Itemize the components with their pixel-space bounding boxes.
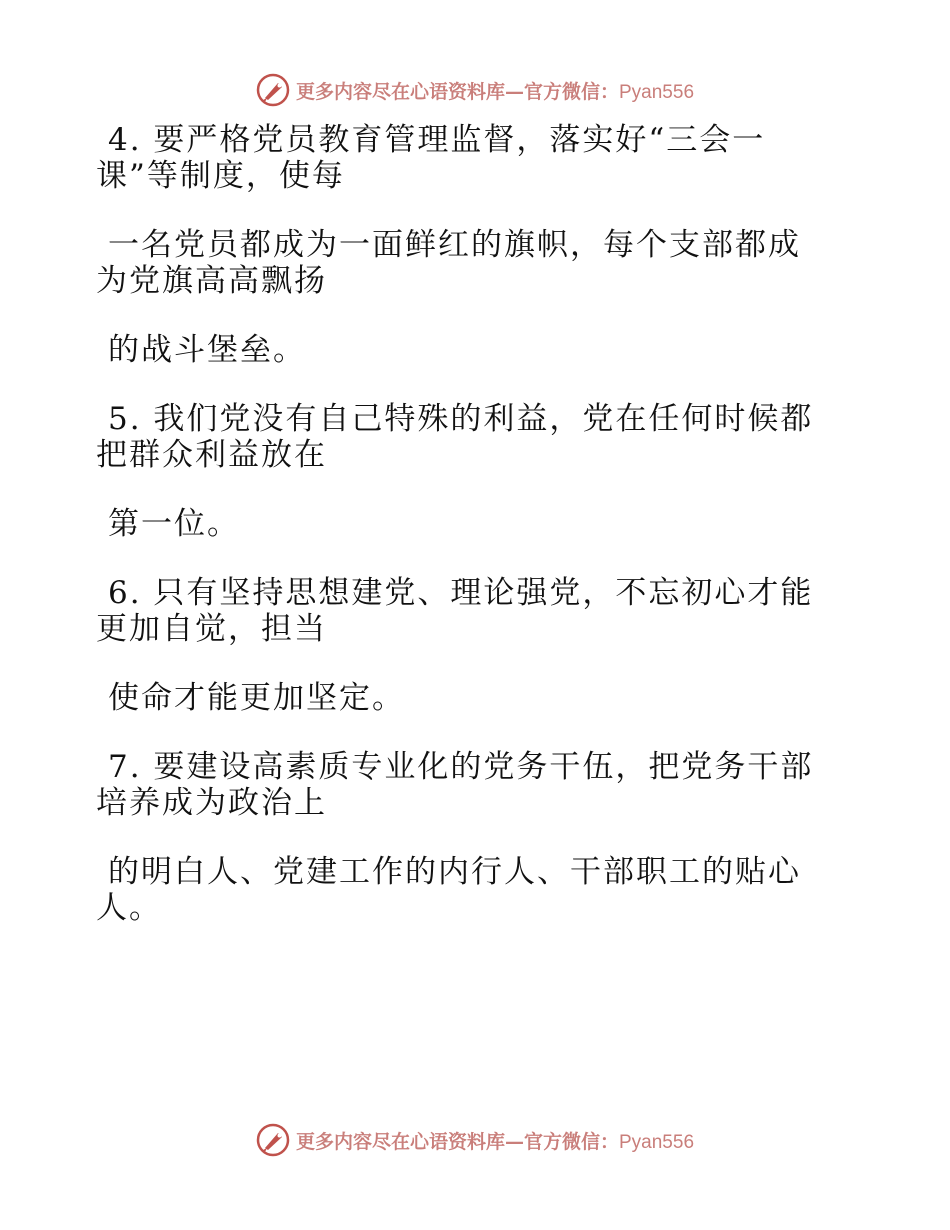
text-line: 7. 要建设高素质专业化的党务干伍，把党务干部	[108, 749, 814, 785]
watermark-text: 更多内容尽在心语资料库—官方微信：Pyan556	[295, 1130, 695, 1153]
text-line: 人。	[96, 890, 162, 926]
pen-nib-logo-icon	[256, 73, 290, 107]
text-line: 6. 只有坚持思想建党、理论强党，不忘初心才能	[108, 575, 814, 611]
text-line: 使命才能更加坚定。	[108, 680, 405, 716]
text-line: 的明白人、党建工作的内行人、干部职工的贴心	[108, 854, 801, 890]
text-line: 第一位。	[108, 506, 240, 542]
text-line: 更加自觉，担当	[96, 611, 327, 647]
text-line: 为党旗高高飘扬	[96, 263, 327, 299]
footer-watermark	[0, 1120, 950, 1160]
pen-nib-logo-icon	[256, 1123, 290, 1157]
watermark-text: 更多内容尽在心语资料库—官方微信：Pyan556	[295, 80, 695, 103]
document-body	[96, 122, 836, 926]
text-line: 培养成为政治上	[96, 785, 327, 821]
header-watermark	[0, 70, 950, 110]
text-line: 4. 要严格党员教育管理监督，落实好“三会一	[108, 122, 766, 158]
text-line: 把群众利益放在	[96, 437, 327, 473]
text-line: 课”等制度，使每	[96, 158, 345, 194]
text-line: 5. 我们党没有自己特殊的利益，党在任何时候都	[108, 401, 814, 437]
text-line: 的战斗堡垒。	[108, 332, 306, 368]
text-line: 一名党员都成为一面鲜红的旗帜，每个支部都成	[108, 227, 801, 263]
